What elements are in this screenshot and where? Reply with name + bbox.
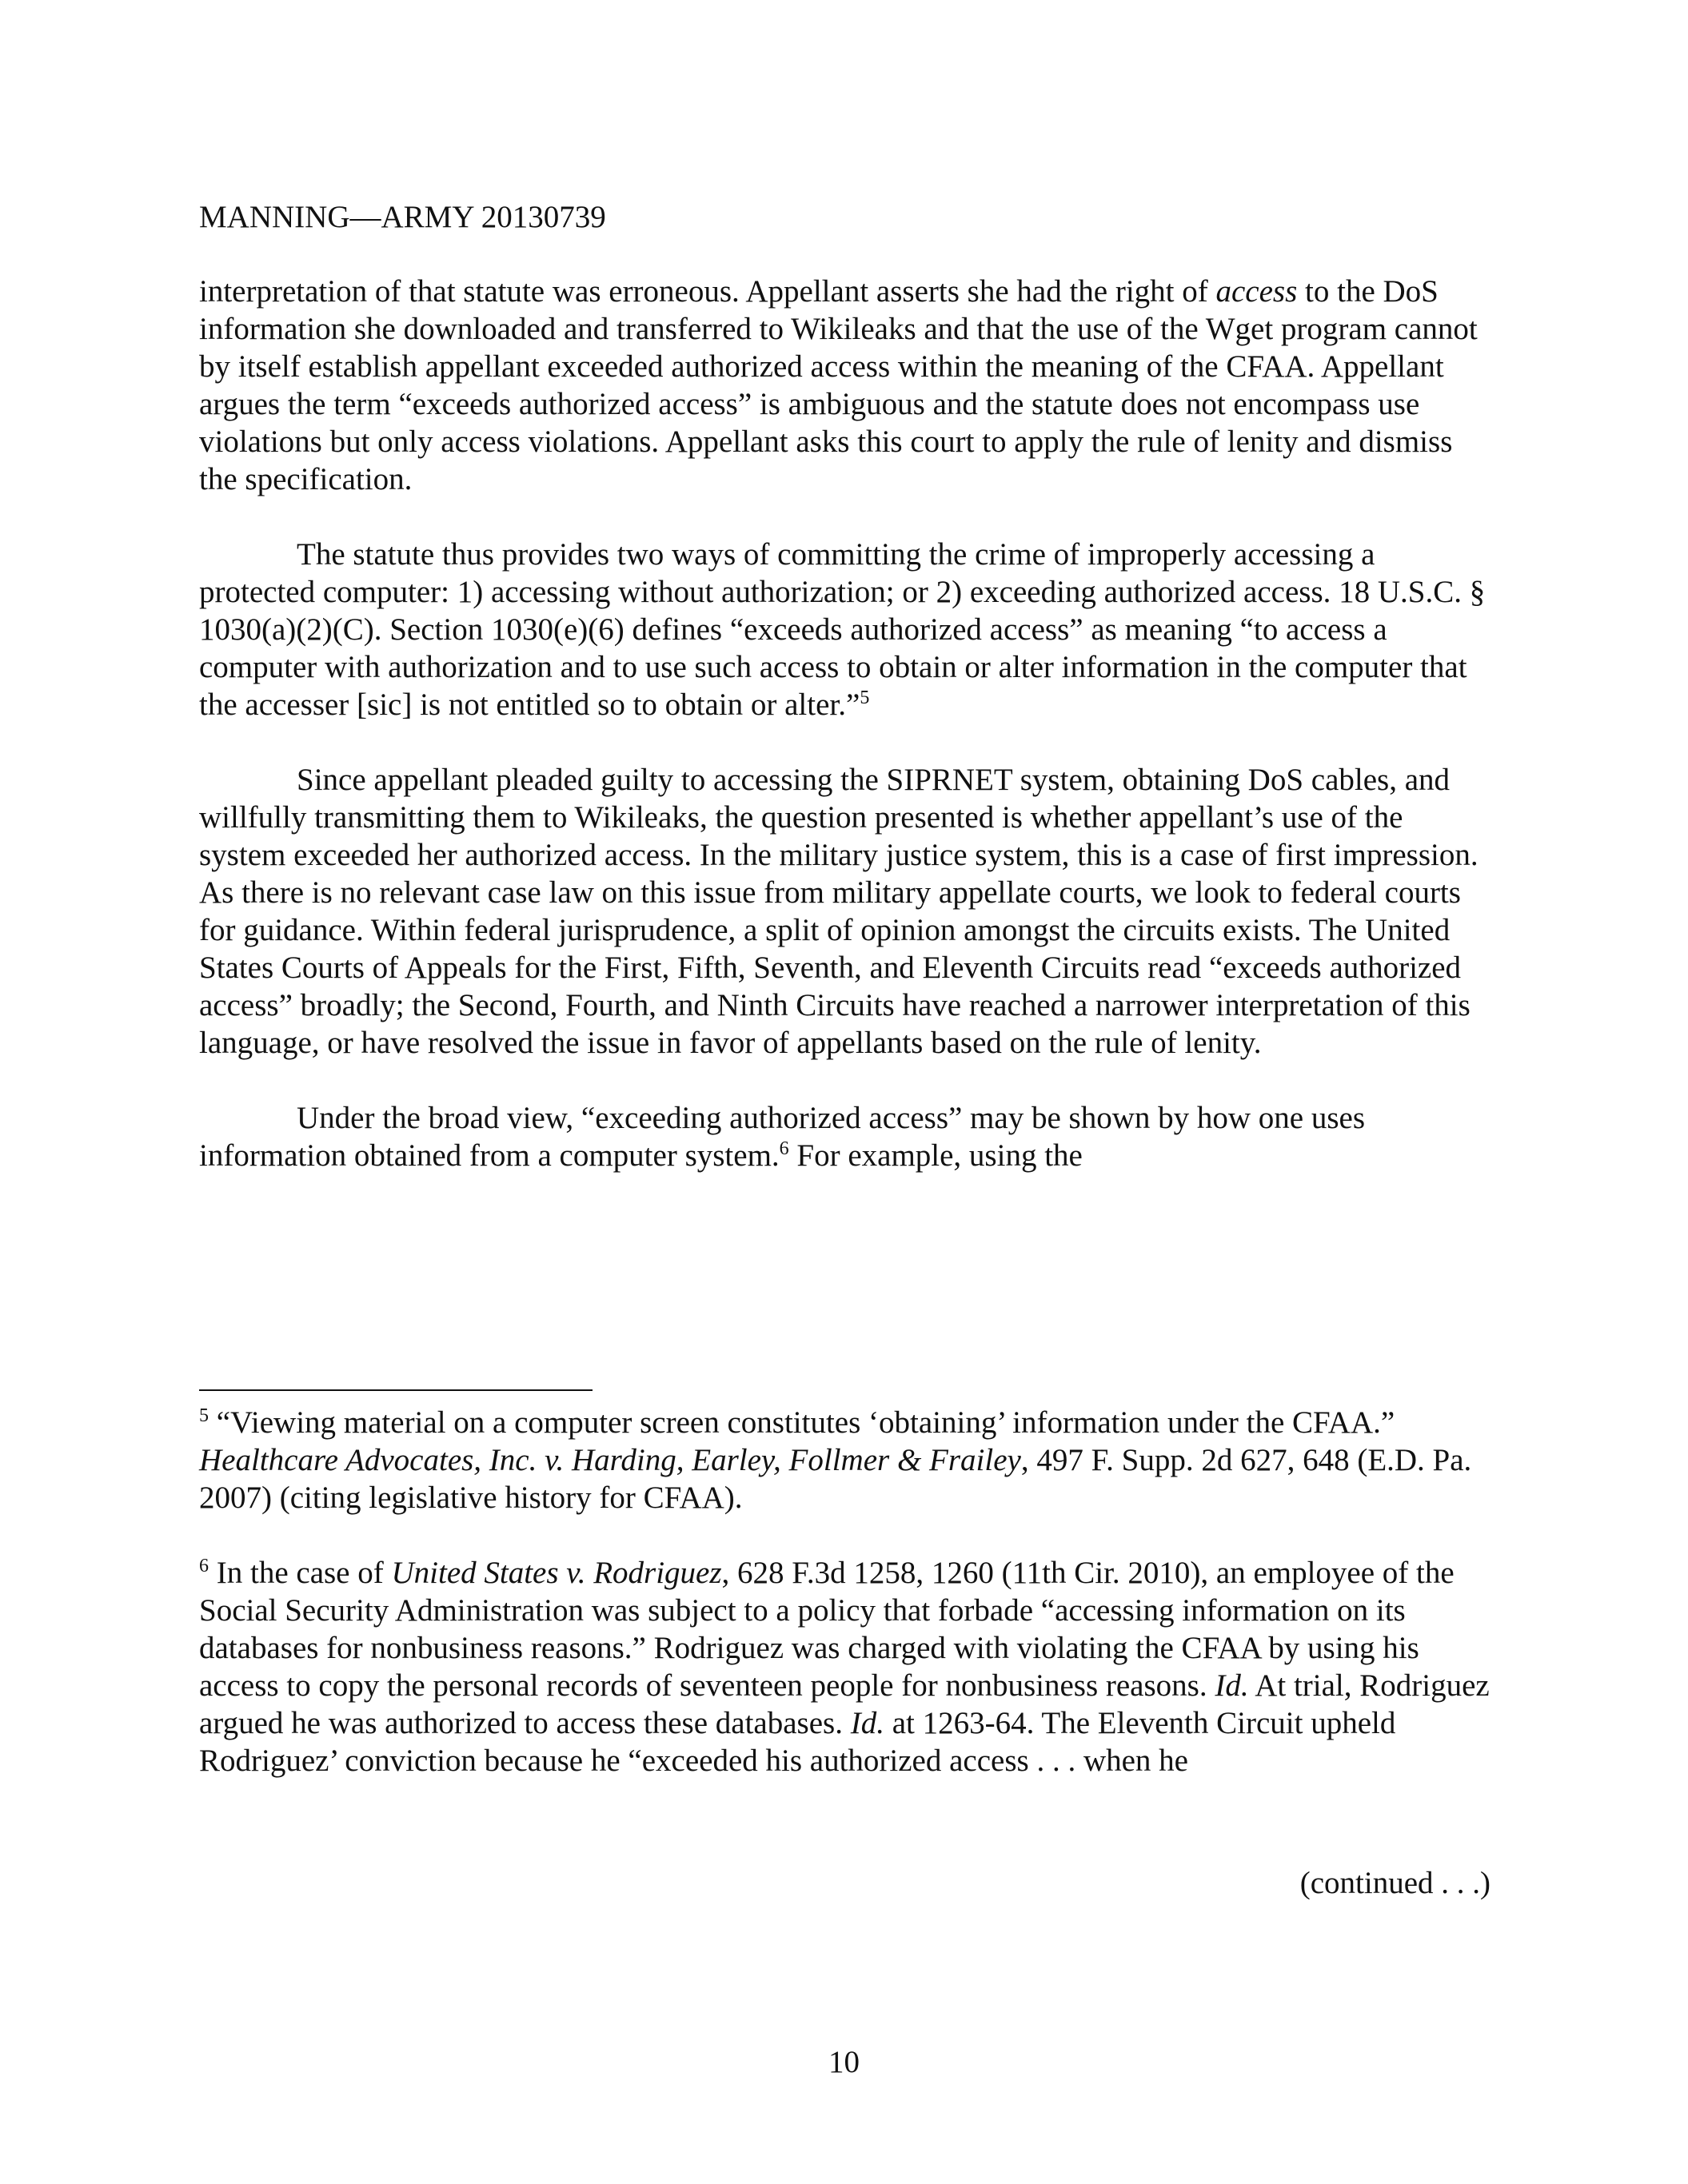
paragraph-text: Since appellant pleaded guilty to accessing the SIPRNET system, obtaining DoS cables, and willfully transmitting them to Wikileaks, the question presented is whether appellant’s use of the system exceeded her authorized access. In the military justice system, this is a case of first impression. As there is no relevant case law on this issue from military appellate courts, we look to federal courts for guidance. Within federal jurisprudence, a split of opinion amongst the circuits exists. The United States Courts of Appeals for the First, Fifth, Seventh, and Eleventh Circuits read “exceeds authorized access” broadly; the Second, Fourth, and Ninth Circuits have reached a narrower interpretation of this language, or have resolved the issue in favor of appellants based on the rule of lenity. <box>199 763 1478 1060</box>
case-caption: MANNING—ARMY 20130739 <box>199 200 606 234</box>
footnote-5 <box>199 1404 1494 1516</box>
footnote-ref-5: 5 <box>860 687 870 708</box>
footnote-text: at 1263-64. The Eleventh Circuit upheld Rodriguez’ conviction because he “exceeded his authorized access . . . when he <box>199 1706 1396 1778</box>
emphasis-text: access <box>1215 274 1298 309</box>
footnote-text: “Viewing material on a computer screen constitutes ‘obtaining’ information under the CFAA.” <box>209 1405 1395 1440</box>
footnote-number: 5 <box>199 1405 209 1426</box>
footnote-text: , 497 F. Supp. 2d 627, 648 (E.D. Pa. 2007) (citing legislative history for CFAA). <box>199 1443 1472 1515</box>
case-citation: Id. <box>1215 1668 1249 1703</box>
continued-note: (continued . . .) <box>1299 1866 1490 1900</box>
paragraph-text: Under the broad view, “exceeding authorized access” may be shown by how one uses information obtained from a computer system. <box>199 1101 1365 1173</box>
footnote-text: , 628 F.3d 1258, 1260 (11th Cir. 2010), an employee of the Social Security Administration was subject to a policy that forbade “accessing information on its databases for nonbusiness reasons.” Rodriguez was charged with violating the CFAA by using his access to copy the personal records of seventeen people for nonbusiness reasons. <box>199 1556 1455 1703</box>
page-number: 10 <box>828 2045 860 2079</box>
paragraph-3 <box>199 761 1494 1062</box>
paragraph-2 <box>199 536 1494 723</box>
paragraph-4 <box>199 1099 1494 1174</box>
footnote-number: 6 <box>199 1556 209 1576</box>
case-citation: Id. <box>850 1706 884 1740</box>
footnote-6 <box>199 1554 1494 1779</box>
paragraph-text: to the DoS information she downloaded and transferred to Wikileaks and that the use of the Wget program cannot by itself establish appellant exceeded authorized access within the meaning of the CFAA. Appellant argues the term “exceeds authorized access” is ambiguous and the statute does not encompass use violations but only access violations. Appellant asks this court to apply the rule of lenity and dismiss the specification. <box>199 274 1478 496</box>
case-citation: Healthcare Advocates, Inc. v. Harding, Earley, Follmer & Frailey <box>199 1443 1021 1477</box>
paragraph-text: For example, using the <box>788 1138 1083 1173</box>
body-text <box>199 273 1494 1212</box>
footnotes <box>199 1404 1494 1817</box>
paragraph-text: The statute thus provides two ways of committing the crime of improperly accessing a protected computer: 1) accessing without authorization; or 2) exceeding authorized access. 18 U.S.C. § 1030(a)(2)(C). Section 1030(e)(6) defines “exceeds authorized access” as meaning “to access a computer with authorization and to use such access to obtain or alter information in the computer that the accesser [sic] is not entitled so to obtain or alter.” <box>199 537 1486 722</box>
footnote-divider <box>199 1389 593 1391</box>
paragraph-1 <box>199 273 1494 498</box>
footnote-text: At trial, Rodriguez argued he was authorized to access these databases. <box>199 1668 1490 1740</box>
paragraph-text: interpretation of that statute was erroneous. Appellant asserts she had the right of <box>199 274 1216 309</box>
footnote-ref-6: 6 <box>779 1138 789 1159</box>
case-citation: United States v. Rodriguez <box>391 1556 722 1590</box>
footnote-text: In the case of <box>209 1556 392 1590</box>
